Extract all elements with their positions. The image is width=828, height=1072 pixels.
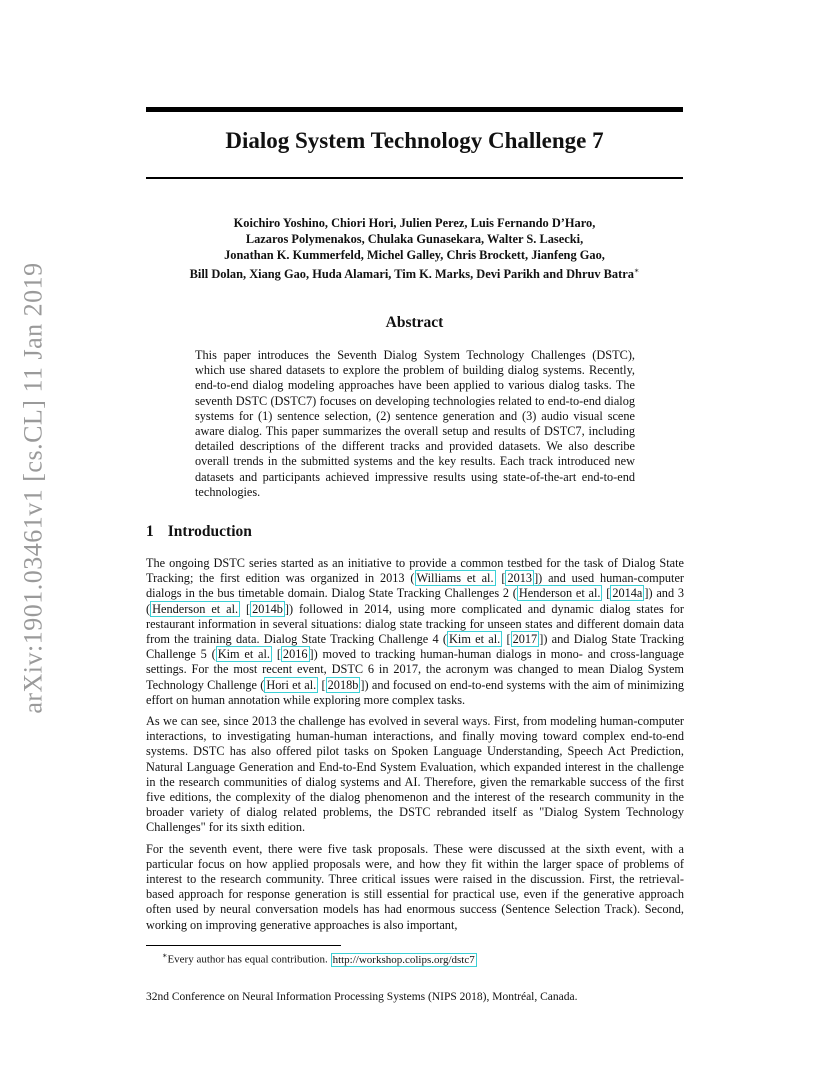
section-heading	[146, 523, 252, 541]
citation-link[interactable]: 2014a	[612, 586, 643, 601]
citation-link[interactable]: Henderson et al.	[152, 601, 239, 616]
text-run: ) and Dialog State Tracking Challenge 5 (	[146, 632, 685, 662]
arxiv-identifier-text: arXiv:1901.03461v1 [cs.CL] 11 Jan 2019	[19, 261, 49, 714]
citation-link[interactable]: 2014b	[252, 601, 283, 616]
title-rule-bottom	[146, 177, 683, 179]
paragraph: As we can see, since 2013 the challenge has evolved in several ways. First, from modeling human-computer interactions, to investigating human-human interactions, and finally moving toward complex end-to-end systems. DSTC has also offered pilot tasks on Spoken Language Understanding, Speech Act Prediction, Natural Language Generation and End-to-End System Evaluation, which expanded interest in the challenge in the research communities of dialog systems and AI. Therefore, given the remarkable success of the first five editions, the complexity of the dialog phenomenon and the interest of the research community in the broader variety of dialog related problems, the DSTC rebranded itself as "Dialog System Technology Challenges" for its sixth edition.	[146, 714, 684, 835]
author-line: Koichiro Yoshino, Chiori Hori, Julien Perez, Luis Fernando D’Haro,	[233, 216, 596, 230]
text-run: The ongoing DSTC series started as an initiative to provide a common testbed for the task of Dialog State Tracking; the first edition was organized in 2013 (	[146, 556, 684, 586]
citation-link[interactable]: 2017	[512, 632, 538, 647]
text-run: ) followed in 2014, using more complicated and dynamic dialog states for restaurant information in several situations: dialog state tracking for unseen states and different domain data from the training data. Dialog State Tracking Challenge 4 (	[146, 601, 684, 647]
section-number: 1	[146, 523, 154, 540]
footnote-text: Every author has equal contribution.	[167, 953, 331, 966]
footnote	[162, 951, 477, 966]
conference-note: 32nd Conference on Neural Information Processing Systems (NIPS 2018), Montréal, Canada.	[146, 991, 578, 1003]
citation-link[interactable]: Kim et al.	[449, 632, 501, 647]
citation-link[interactable]: Hori et al.	[266, 677, 317, 692]
citation-link[interactable]: 2013	[507, 571, 533, 586]
section-title: Introduction	[167, 523, 252, 540]
author-line: Lazaros Polymenakos, Chulaka Gunasekara, Walter S. Lasecki,	[245, 232, 584, 246]
author-line-text: Bill Dolan, Xiang Gao, Huda Alamari, Tim K. Marks, Devi Parikh and Dhruv Batra	[189, 267, 634, 282]
citation-link[interactable]: Williams et al.	[416, 571, 494, 586]
citation-link[interactable]: 2016	[282, 647, 308, 662]
paragraph: For the seventh event, there were five task proposals. These were discussed at the sixth event, with a particular focus on how applied proposals were, and how they fit within the larger space of problems of interest to the research community. Three critical issues were raised in the discussion. First, the retrieval-based approach for response generation is still essential for practical use, even if the generative approach often used by neural conversation models has had enormous success (Sentence Selection Track). Second, working on improving generative approaches is also important,	[146, 841, 684, 932]
arxiv-identifier	[14, 261, 54, 714]
citation-link[interactable]: Kim et al.	[217, 647, 271, 662]
abstract-heading: Abstract	[385, 314, 444, 331]
text-run: ) and used human-computer dialogs in the bus timetable domain. Dialog State Tracking Challenges 2 (	[146, 571, 685, 601]
paragraph: The ongoing DSTC series started as an initiative to provide a common testbed for the task of Dialog State Tracking; the first edition was organized in 2013 ( Williams et al. [ 2013 ]) and used human-computer dialogs in the bus timetable domain. Dialog State Tracking Challenges 2 ( Henderson et al. [ 2014a ]) and 3 ( Henderson et al. [ 2014b ]) followed in 2014, using more complicated and dynamic dialog states for restaurant information in several situations: dialog state tracking for unseen states and different domain data from the training data. Dialog State Tracking Challenge 4 ( Kim et al. [ 2017 ]) and Dialog State Tracking Challenge 5 ( Kim et al. [ 2016 ]) moved to tracking human-human dialogs in mono- and cross-language settings. For the most recent event, DSTC 6 in 2017, the acronym was changed to mean Dialog System Technology Challenge ( Hori et al. [ 2018b ]) and focused on end-to-end systems with the aim of minimizing effort on human annotation while exploring more complex tasks.	[146, 556, 685, 707]
text-run: ) and 3 (	[146, 586, 685, 616]
author-line: Jonathan K. Kummerfeld, Michel Galley, Chris Brockett, Jianfeng Gao,	[224, 248, 605, 262]
title-rule-top	[146, 107, 683, 112]
introduction-body	[146, 556, 684, 939]
author-footnote-mark: ∗	[633, 266, 640, 275]
footnote-rule	[146, 945, 341, 946]
author-list	[146, 215, 683, 282]
citation-link[interactable]: 2018b	[327, 677, 359, 692]
footnote-mark: ∗	[162, 951, 168, 960]
abstract-text: This paper introduces the Seventh Dialog System Technology Challenges (DSTC), which use shared datasets to explore the problem of building dialog systems. Recently, end-to-end dialog modeling approaches have been applied to various dialog tasks. The seventh DSTC (DSTC7) focuses on developing technologies related to end-to-end dialog systems for (1) sentence selection, (2) sentence generation and (3) audio visual scene aware dialog. This paper summarizes the overall setup and results of DSTC7, including detailed descriptions of the different tracks and provided datasets. We also describe overall trends in the submitted systems and the key results. Each track introduced new datasets and participants achieved impressive results using state-of-the-art end-to-end technologies.	[195, 348, 635, 499]
citation-link[interactable]: Henderson et al.	[518, 586, 601, 601]
text-run: ) and focused on end-to-end systems with the aim of minimizing effort on human annotation while exploring more complex tasks.	[146, 677, 685, 707]
workshop-url-link[interactable]: http://workshop.colips.org/dstc7	[332, 953, 475, 966]
paper-title: Dialog System Technology Challenge 7	[225, 128, 604, 153]
text-run: ) moved to tracking human-human dialogs in mono- and cross-language settings. For the most recent event, DSTC 6 in 2017, the acronym was changed to mean Dialog System Technology Challenge (	[146, 647, 684, 692]
author-line	[146, 263, 683, 282]
